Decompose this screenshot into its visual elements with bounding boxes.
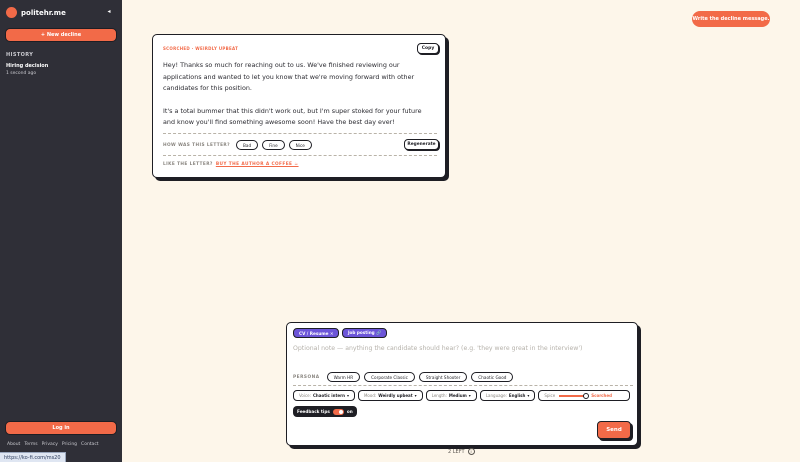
like-label: LIKE THE LETTER? (163, 162, 213, 167)
cv-resume-chip[interactable]: CV / Resume ✕ (293, 328, 339, 338)
note-input[interactable]: Optional note — anything the candidate should hear? (e.g. 'they were great in the interview') (293, 345, 583, 352)
send-button[interactable]: Send (597, 421, 631, 439)
composer-card (286, 322, 638, 446)
persona-corporate-classic[interactable]: Corporate Classic (364, 372, 415, 382)
divider (163, 133, 437, 134)
options-row (293, 390, 630, 401)
persona-row (293, 372, 513, 382)
divider (293, 385, 633, 386)
rating-fine-button[interactable]: Fine (262, 140, 285, 150)
spice-track[interactable] (559, 395, 587, 397)
history-heading: HISTORY (6, 52, 34, 58)
write-decline-button[interactable]: Write the decline message. (692, 11, 770, 27)
feedback-tips-toggle[interactable] (293, 406, 357, 417)
rating-nice-button[interactable]: Nice (289, 140, 312, 150)
spice-label: Spice (544, 393, 556, 398)
persona-chaotic-good[interactable]: Chaotic Good (471, 372, 513, 382)
chevron-down-icon: ▾ (346, 393, 349, 398)
footer-link-pricing[interactable]: Pricing (61, 442, 78, 447)
rating-row (163, 140, 312, 150)
info-icon[interactable]: i (468, 448, 475, 455)
new-decline-button[interactable]: + New decline (5, 28, 117, 42)
history-item[interactable] (6, 63, 48, 76)
status-bar-url: https://ko-fi.com/ms20 (0, 452, 66, 462)
chevron-down-icon: ▾ (527, 393, 530, 398)
letter-card (152, 34, 446, 178)
spice-knob[interactable] (583, 393, 589, 399)
length-select[interactable] (426, 390, 477, 401)
chevron-down-icon: ▾ (414, 393, 417, 398)
remaining-text: 2 LEFT (448, 448, 465, 455)
login-button[interactable]: Log in (5, 421, 117, 435)
footer-link-about[interactable]: About (7, 442, 21, 447)
footer-link-terms[interactable]: Terms (24, 442, 38, 447)
buy-coffee-link[interactable]: BUY THE AUTHOR A COFFEE ☕ (215, 162, 299, 167)
letter-tag: SCORCHED · WEIRDLY UPBEAT (163, 46, 239, 51)
brand-logo-icon (6, 7, 17, 18)
copy-button[interactable]: Copy (417, 43, 439, 54)
sidebar (0, 0, 122, 462)
brand-name: politehr.me (21, 8, 66, 17)
collapse-sidebar-icon[interactable]: ◂ (107, 8, 111, 15)
length-key: Length: (431, 393, 447, 398)
mood-key: Mood: (363, 393, 377, 398)
regenerate-button[interactable]: Regenerate (404, 139, 439, 150)
length-value: Medium (448, 393, 467, 398)
like-row (163, 162, 299, 167)
mood-value: Weirdly upbeat (378, 393, 413, 398)
spice-slider[interactable] (538, 390, 630, 401)
letter-body (163, 60, 435, 129)
chevron-down-icon: ▾ (468, 393, 471, 398)
history-item-time: 1 second ago (6, 71, 37, 76)
spice-value: Scorched (591, 393, 612, 398)
job-posting-chip[interactable]: Job posting 🔗 (342, 328, 387, 338)
letter-paragraph: It's a total bummer that this didn't work out, but I'm super stoked for your future and know you'll find something awesome soon! Have the best day ever! (163, 106, 422, 127)
toggle-switch[interactable] (333, 409, 344, 415)
voice-key: Voice: (299, 393, 311, 398)
voice-value: Chaotic intern (313, 393, 345, 398)
brand[interactable] (6, 7, 66, 18)
footer-link-contact[interactable]: Contact (81, 442, 99, 447)
persona-label: PERSONA (293, 374, 320, 380)
mood-select[interactable] (358, 390, 423, 401)
persona-straight-shooter[interactable]: Straight Shooter (419, 372, 467, 382)
rating-label: HOW WAS THIS LETTER? (163, 142, 231, 148)
letter-paragraph: Hey! Thanks so much for reaching out to us. We've finished reviewing our applications and wanted to let you know that we're moving forward with other candidates for this position. (163, 61, 415, 93)
language-key: Language: (485, 393, 507, 398)
remaining-counter (448, 448, 475, 455)
footer-link-privacy[interactable]: Privacy (41, 442, 58, 447)
persona-warm-hr[interactable]: Warm HR (327, 372, 361, 382)
feedback-tips-label: Feedback tips (297, 409, 330, 414)
language-select[interactable] (480, 390, 536, 401)
footer-links (7, 442, 99, 447)
divider (163, 155, 437, 156)
rating-bad-button[interactable]: Bad (236, 140, 258, 150)
history-item-title: Hiring decision (6, 63, 49, 69)
feedback-tips-state: on (346, 409, 353, 414)
voice-select[interactable] (293, 390, 355, 401)
language-value: English (508, 393, 526, 398)
